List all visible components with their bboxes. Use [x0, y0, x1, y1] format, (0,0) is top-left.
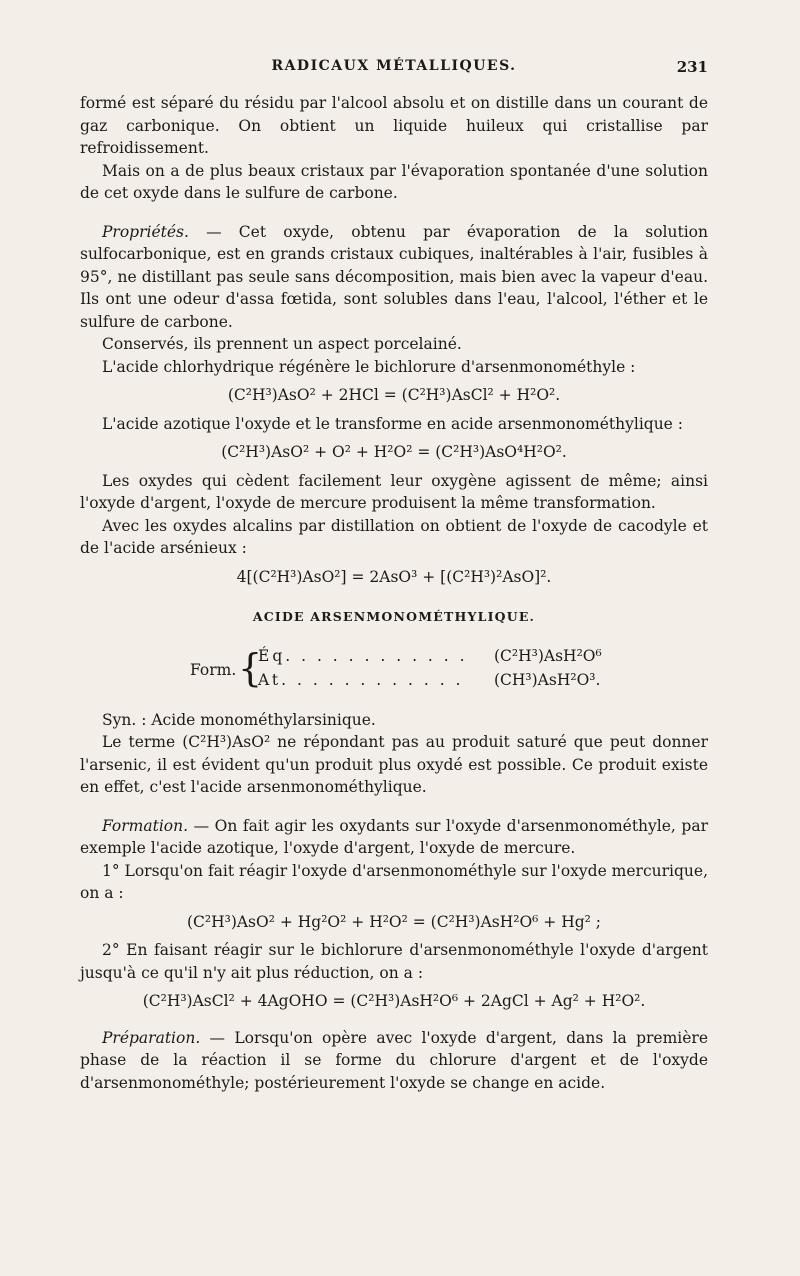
- page-header: [80, 58, 708, 82]
- paragraph: 1° Lorsqu'on fait réagir l'oxyde d'arsenmonométhyle sur l'oxyde mercurique, on a :: [80, 861, 708, 902]
- paragraph: L'acide chlorhydrique régénère le bichlorure d'arsenmonométhyle :: [102, 357, 636, 376]
- section-title: ACIDE ARSENMONOMÉTHYLIQUE.: [252, 609, 536, 624]
- page-body: [80, 92, 708, 1094]
- paragraph-synonym: Syn. : Acide monométhylarsinique.: [102, 710, 376, 729]
- paragraph-preparation: Préparation. — Lorsqu'on opère avec l'oxyde d'argent, dans la première phase de la réaction il se forme du chlorure d'argent et de l'oxyde d'arsenmonométhyle; postérieurement l'oxyde se change en acide.: [80, 1028, 708, 1092]
- paragraph: 2° En faisant réagir sur le bichlorure d'arsenmonométhyle l'oxyde d'argent jusqu'à ce qu'il n'y ait plus réduction, on a :: [80, 941, 708, 982]
- paragraph: Avec les oxydes alcalins par distillation on obtient de l'oxyde de cacodyle et de l'acide arsénieux :: [80, 516, 708, 557]
- section-label: Formation.: [102, 816, 189, 835]
- section-label: Préparation.: [102, 1028, 201, 1047]
- running-head: RADICAUX MÉTALLIQUES.: [271, 58, 517, 74]
- equation: (C²H³)AsO² + O² + H²O² = (C²H³)AsO⁴H²O².: [221, 443, 567, 461]
- paragraph-proprietes: Propriétés. — Cet oxyde, obtenu par évaporation de la solution sulfocarbonique, est en grands cristaux cubiques, inaltérables à l'air, fusibles à 95°, ne distillant pas seule sans décomposition, mais bien avec la vapeur d'eau. Ils ont une odeur d'assa fœtida, sont solubles dans l'eau, l'alcool, l'éther et le sulfure de carbone.: [80, 222, 708, 331]
- paragraph: formé est séparé du résidu par l'alcool absolu et on distille dans un courant de gaz carbonique. On obtient un liquide huileux qui cristallise par refroidissement.: [80, 94, 708, 157]
- page-number: 231: [676, 58, 708, 76]
- paragraph-formation: Formation. — On fait agir les oxydants sur l'oxyde d'arsenmonométhyle, par exemple l'acide azotique, l'oxyde d'argent, l'oxyde de mercure.: [80, 816, 708, 857]
- paragraph: Mais on a de plus beaux cristaux par l'évaporation spontanée d'une solution de cet oxyde dans le sulfure de carbone.: [80, 161, 708, 202]
- equation: 4[(C²H³)AsO²] = 2AsO³ + [(C²H³)²AsO]².: [236, 567, 552, 586]
- paragraph: L'acide azotique l'oxyde et le transforme en acide arsenmonométhylique :: [102, 414, 684, 433]
- equation: (C²H³)AsO² + Hg²O² + H²O² = (C²H³)AsH²O⁶ + Hg² ;: [186, 912, 602, 931]
- formula-atomic: At. . . . . . . . . . . . (CH³)AsH²O³.: [258, 670, 601, 689]
- paragraph: Les oxydes qui cèdent facilement leur oxygène agissent de même; ainsi l'oxyde d'argent, l'oxyde de mercure produisent la même transformation.: [80, 471, 708, 512]
- equation: (C²H³)AsCl² + 4AgOHO = (C²H³)AsH²O⁶ + 2AgCl + Ag² + H²O².: [142, 992, 646, 1010]
- paragraph: Conservés, ils prennent un aspect porcelainé.: [102, 335, 462, 353]
- formula-equivalents: Éq. . . . . . . . . . . . (C²H³)AsH²O⁶: [258, 646, 602, 665]
- form-label: Form.: [190, 660, 237, 679]
- equation: (C²H³)AsO² + 2HCl = (C²H³)AsCl² + H²O².: [227, 386, 561, 404]
- formula-block: [80, 641, 708, 699]
- paragraph: Le terme (C²H³)AsO² ne répondant pas au produit saturé que peut donner l'arsenic, il est évident qu'un produit plus oxydé est possible. Ce produit existe en effet, c'est l'acide arsenmonométhylique.: [80, 733, 708, 796]
- section-label: Propriétés.: [102, 222, 189, 241]
- brace-symbol: {: [238, 645, 263, 690]
